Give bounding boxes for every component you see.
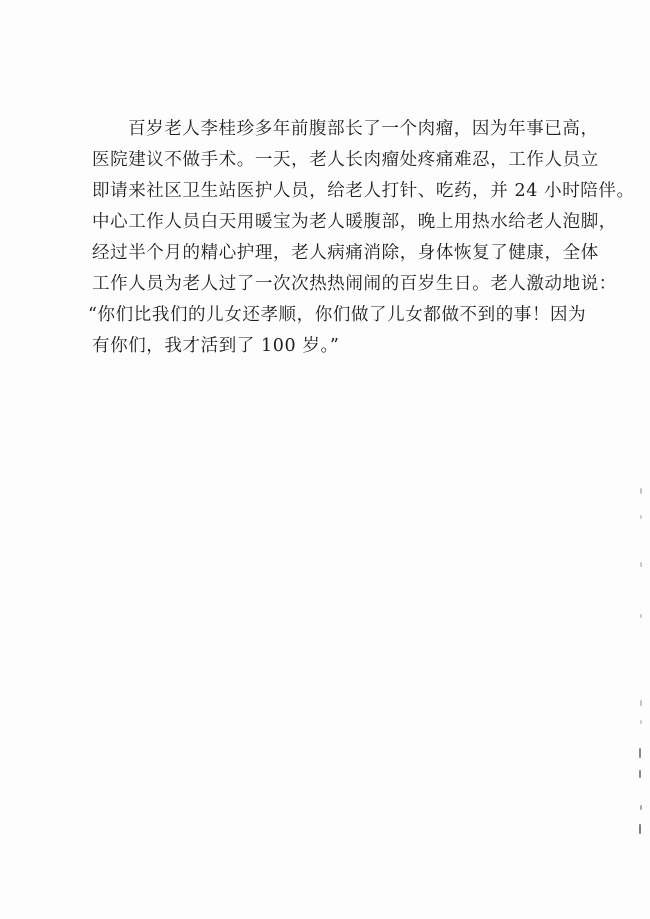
scan-edge-mark <box>640 700 642 706</box>
paragraph-line: 有你们，我才活到了 100 岁。” <box>92 336 340 356</box>
paragraph <box>88 114 635 362</box>
paragraph-line: 经过半个月的精心护理，老人病痛消除，身体恢复了健康，全体 <box>92 243 599 263</box>
scan-edge-mark <box>640 515 642 519</box>
scan-edge-mark <box>640 488 642 494</box>
paragraph-line: 中心工作人员白天用暖宝为老人暖腹部，晚上用热水给老人泡脚， <box>92 212 617 232</box>
paragraph-line: 即请来社区卫生站医护人员，给老人打针、吃药，并 24 小时陪伴。 <box>92 181 635 201</box>
scan-edge-mark <box>640 614 642 618</box>
scan-edge-mark <box>640 720 642 724</box>
scan-edge-mark <box>639 824 641 834</box>
scan-edge-mark <box>640 805 642 810</box>
paragraph-line: 工作人员为老人过了一次次热热闹闹的百岁生日。老人激动地说： <box>92 274 617 294</box>
paragraph-line: 百岁老人李桂珍多年前腹部长了一个肉瘤，因为年事已高， <box>128 119 599 139</box>
paragraph-line: “你们比我们的儿女还孝顺，你们做了儿女都做不到的事！因为 <box>88 305 587 325</box>
scan-edge-mark <box>640 562 642 567</box>
paragraph-line: 医院建议不做手术。一天，老人长肉瘤处疼痛难忍，工作人员立 <box>92 150 599 170</box>
scan-edge-mark <box>639 748 641 758</box>
scan-edge-mark <box>639 770 641 778</box>
